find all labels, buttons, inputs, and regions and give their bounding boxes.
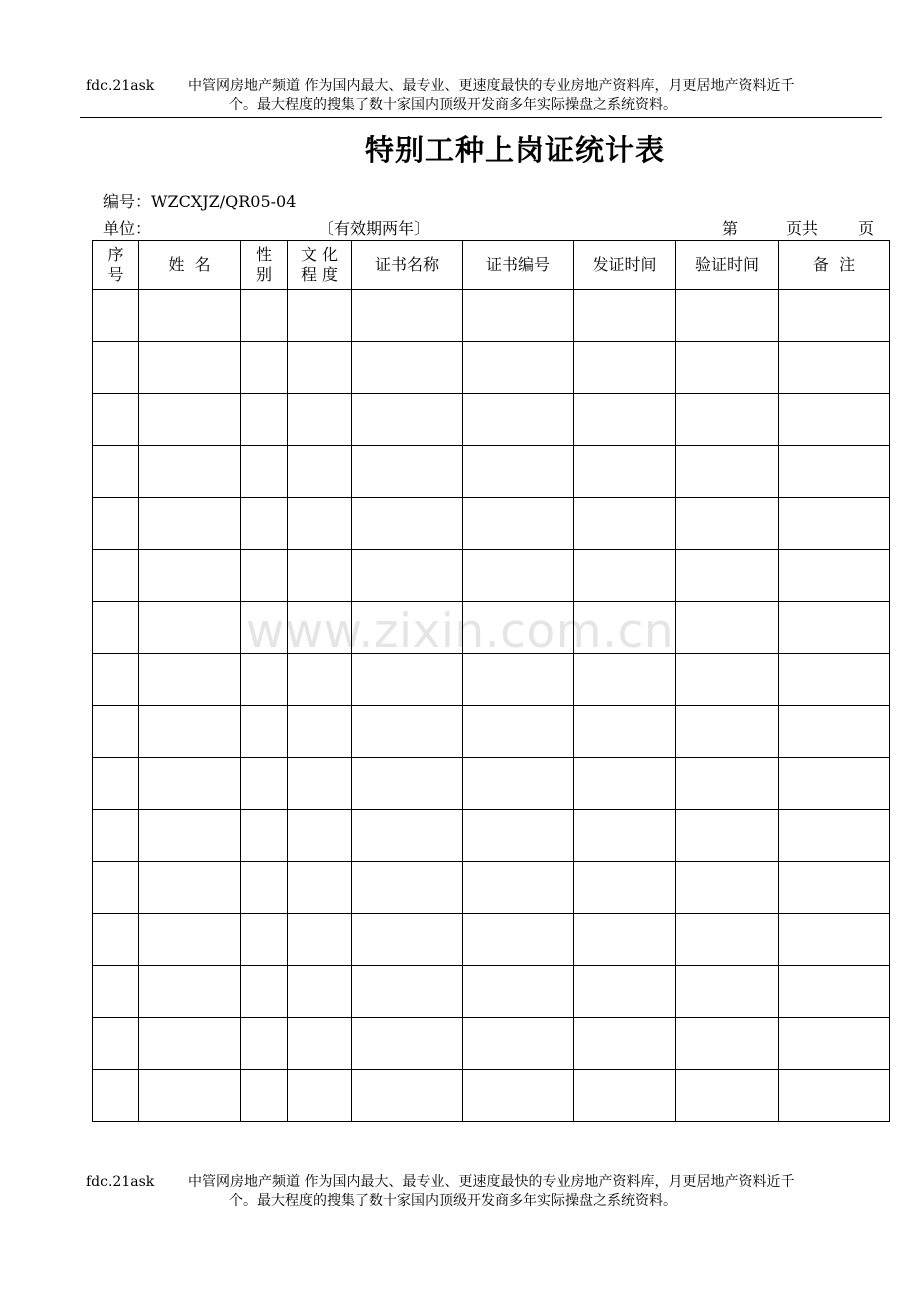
table-cell[interactable] bbox=[288, 1070, 352, 1122]
table-cell[interactable] bbox=[676, 498, 779, 550]
table-cell[interactable] bbox=[463, 706, 574, 758]
table-cell[interactable] bbox=[139, 654, 241, 706]
col-header-name: 姓 名 bbox=[139, 241, 241, 290]
table-cell[interactable] bbox=[779, 290, 890, 342]
unit-label: 单位： bbox=[103, 219, 152, 238]
table-cell[interactable] bbox=[676, 1070, 779, 1122]
table-cell[interactable] bbox=[139, 706, 241, 758]
table-cell[interactable] bbox=[93, 1018, 139, 1070]
table-cell[interactable] bbox=[93, 1070, 139, 1122]
table-cell[interactable] bbox=[352, 290, 463, 342]
table-row bbox=[93, 446, 890, 498]
table-cell[interactable] bbox=[676, 862, 779, 914]
table-cell[interactable] bbox=[463, 1018, 574, 1070]
table-cell[interactable] bbox=[241, 498, 288, 550]
table-cell[interactable] bbox=[288, 758, 352, 810]
table-cell[interactable] bbox=[241, 394, 288, 446]
table-cell[interactable] bbox=[93, 654, 139, 706]
table-cell[interactable] bbox=[574, 914, 676, 966]
table-cell[interactable] bbox=[463, 654, 574, 706]
table-cell[interactable] bbox=[676, 1018, 779, 1070]
table-cell[interactable] bbox=[779, 394, 890, 446]
col-header-verify-date: 验证时间 bbox=[676, 241, 779, 290]
table-cell[interactable] bbox=[241, 290, 288, 342]
table-row bbox=[93, 810, 890, 862]
table-cell[interactable] bbox=[574, 342, 676, 394]
table-cell[interactable] bbox=[463, 498, 574, 550]
table-cell[interactable] bbox=[241, 602, 288, 654]
page-header bbox=[86, 77, 882, 117]
table-row bbox=[93, 602, 890, 654]
table-cell[interactable] bbox=[288, 1018, 352, 1070]
table-row bbox=[93, 862, 890, 914]
table-cell[interactable] bbox=[93, 446, 139, 498]
table-cell[interactable] bbox=[463, 446, 574, 498]
col-header-issue-date: 发证时间 bbox=[574, 241, 676, 290]
table-cell[interactable] bbox=[463, 550, 574, 602]
table-row bbox=[93, 550, 890, 602]
table-cell[interactable] bbox=[288, 706, 352, 758]
table-cell[interactable] bbox=[288, 602, 352, 654]
table-cell[interactable] bbox=[574, 446, 676, 498]
page-no-ye-gong: 页共 bbox=[786, 219, 819, 238]
table-cell[interactable] bbox=[288, 654, 352, 706]
table-cell[interactable] bbox=[288, 966, 352, 1018]
col-header-gender: 性 别 bbox=[241, 241, 288, 290]
footer-site: fdc.21ask bbox=[86, 1174, 155, 1190]
table-cell[interactable] bbox=[139, 1018, 241, 1070]
table-cell[interactable] bbox=[352, 810, 463, 862]
table-cell[interactable] bbox=[93, 290, 139, 342]
table-cell[interactable] bbox=[574, 602, 676, 654]
watermark: www.zixin.com.cn bbox=[245, 604, 675, 659]
table-cell[interactable] bbox=[241, 706, 288, 758]
table-cell[interactable] bbox=[574, 654, 676, 706]
table-cell[interactable] bbox=[574, 498, 676, 550]
table-row bbox=[93, 706, 890, 758]
table-cell[interactable] bbox=[139, 498, 241, 550]
table-cell[interactable] bbox=[574, 810, 676, 862]
table-cell[interactable] bbox=[352, 498, 463, 550]
table-cell[interactable] bbox=[352, 446, 463, 498]
table-cell[interactable] bbox=[288, 290, 352, 342]
form-code: 编号：WZCXJZ/QR05-04 bbox=[103, 192, 297, 211]
header-divider bbox=[80, 117, 882, 118]
table-cell[interactable] bbox=[352, 862, 463, 914]
table-cell[interactable] bbox=[352, 1018, 463, 1070]
footer-text-line-1: 中管网房地产频道 作为国内最大、最专业、更速度最快的专业房地产资料库，月更居地产资料近千 bbox=[188, 1174, 795, 1190]
table-cell[interactable] bbox=[241, 1018, 288, 1070]
table-cell[interactable] bbox=[93, 550, 139, 602]
table-cell[interactable] bbox=[574, 758, 676, 810]
table-cell[interactable] bbox=[93, 862, 139, 914]
table-cell[interactable] bbox=[241, 758, 288, 810]
table-cell[interactable] bbox=[352, 654, 463, 706]
col-header-cert-name: 证书名称 bbox=[352, 241, 463, 290]
table-cell[interactable] bbox=[676, 550, 779, 602]
table-cell[interactable] bbox=[463, 758, 574, 810]
table-cell[interactable] bbox=[779, 1018, 890, 1070]
table-cell[interactable] bbox=[93, 914, 139, 966]
table-cell[interactable] bbox=[93, 758, 139, 810]
table-cell[interactable] bbox=[463, 342, 574, 394]
table-cell[interactable] bbox=[352, 550, 463, 602]
table-row bbox=[93, 342, 890, 394]
table-header-row bbox=[93, 241, 890, 290]
table-cell[interactable] bbox=[288, 550, 352, 602]
table-cell[interactable] bbox=[93, 966, 139, 1018]
table-cell[interactable] bbox=[241, 550, 288, 602]
table-cell[interactable] bbox=[463, 1070, 574, 1122]
table-cell[interactable] bbox=[241, 862, 288, 914]
table-row bbox=[93, 290, 890, 342]
table-cell[interactable] bbox=[676, 290, 779, 342]
table-row bbox=[93, 966, 890, 1018]
table-cell[interactable] bbox=[352, 394, 463, 446]
table-cell[interactable] bbox=[779, 914, 890, 966]
table-cell[interactable] bbox=[463, 810, 574, 862]
page-number bbox=[722, 216, 874, 239]
table-cell[interactable] bbox=[139, 290, 241, 342]
table-cell[interactable] bbox=[676, 810, 779, 862]
table-cell[interactable] bbox=[241, 654, 288, 706]
table-cell[interactable] bbox=[676, 602, 779, 654]
table-cell[interactable] bbox=[139, 446, 241, 498]
table-cell[interactable] bbox=[463, 966, 574, 1018]
table-cell[interactable] bbox=[676, 914, 779, 966]
col-header-seq: 序 号 bbox=[93, 241, 139, 290]
table-cell[interactable] bbox=[676, 446, 779, 498]
table-cell[interactable] bbox=[139, 342, 241, 394]
table-cell[interactable] bbox=[139, 602, 241, 654]
table-cell[interactable] bbox=[93, 706, 139, 758]
table-cell[interactable] bbox=[139, 862, 241, 914]
table-cell[interactable] bbox=[241, 810, 288, 862]
table-cell[interactable] bbox=[676, 654, 779, 706]
table-row bbox=[93, 914, 890, 966]
table-cell[interactable] bbox=[574, 706, 676, 758]
table-cell[interactable] bbox=[352, 914, 463, 966]
table-cell[interactable] bbox=[779, 446, 890, 498]
table-cell[interactable] bbox=[676, 706, 779, 758]
table-cell[interactable] bbox=[779, 966, 890, 1018]
table-cell[interactable] bbox=[779, 758, 890, 810]
table-cell[interactable] bbox=[574, 394, 676, 446]
footer-text-line-2: 个。最大程度的搜集了数十家国内顶级开发商多年实际操盘之系统资料。 bbox=[229, 1193, 677, 1209]
table-cell[interactable] bbox=[139, 758, 241, 810]
table-cell[interactable] bbox=[574, 550, 676, 602]
table-cell[interactable] bbox=[288, 394, 352, 446]
page-footer bbox=[86, 1173, 882, 1213]
validity-note: 〔有效期两年〕 bbox=[318, 219, 431, 238]
table-cell[interactable] bbox=[574, 1070, 676, 1122]
certificate-table bbox=[92, 240, 890, 1122]
header-text-line-2: 个。最大程度的搜集了数十家国内顶级开发商多年实际操盘之系统资料。 bbox=[229, 97, 677, 113]
table-cell[interactable] bbox=[288, 498, 352, 550]
table-cell[interactable] bbox=[139, 1070, 241, 1122]
table-cell[interactable] bbox=[93, 498, 139, 550]
table-cell[interactable] bbox=[676, 966, 779, 1018]
table-cell[interactable] bbox=[93, 602, 139, 654]
table-cell[interactable] bbox=[463, 290, 574, 342]
table-cell[interactable] bbox=[288, 914, 352, 966]
table-cell[interactable] bbox=[779, 654, 890, 706]
table-cell[interactable] bbox=[574, 290, 676, 342]
table-cell[interactable] bbox=[779, 810, 890, 862]
table-cell[interactable] bbox=[241, 966, 288, 1018]
col-header-cert-number: 证书编号 bbox=[463, 241, 574, 290]
table-cell[interactable] bbox=[352, 602, 463, 654]
table-cell[interactable] bbox=[139, 966, 241, 1018]
table-row bbox=[93, 758, 890, 810]
table-cell[interactable] bbox=[352, 966, 463, 1018]
table-cell[interactable] bbox=[139, 914, 241, 966]
table-cell[interactable] bbox=[93, 810, 139, 862]
table-cell[interactable] bbox=[241, 342, 288, 394]
table-cell[interactable] bbox=[779, 706, 890, 758]
table-cell[interactable] bbox=[241, 1070, 288, 1122]
table-cell[interactable] bbox=[676, 394, 779, 446]
document-title: 特别工种上岗证统计表 bbox=[364, 133, 665, 167]
table-cell[interactable] bbox=[779, 498, 890, 550]
table-cell[interactable] bbox=[779, 550, 890, 602]
table-row bbox=[93, 654, 890, 706]
table-cell[interactable] bbox=[352, 1070, 463, 1122]
table-cell[interactable] bbox=[779, 1070, 890, 1122]
table-cell[interactable] bbox=[93, 342, 139, 394]
page-no-ye: 页 bbox=[858, 219, 875, 238]
table-cell[interactable] bbox=[779, 342, 890, 394]
table-row bbox=[93, 498, 890, 550]
table-cell[interactable] bbox=[139, 550, 241, 602]
table-cell[interactable] bbox=[288, 342, 352, 394]
table-cell[interactable] bbox=[352, 758, 463, 810]
header-text-line-1: 中管网房地产频道 作为国内最大、最专业、更速度最快的专业房地产资料库，月更居地产资料近千 bbox=[188, 78, 795, 94]
table-cell[interactable] bbox=[463, 914, 574, 966]
table-row bbox=[93, 1018, 890, 1070]
table-cell[interactable] bbox=[779, 862, 890, 914]
table-cell[interactable] bbox=[574, 966, 676, 1018]
table-cell[interactable] bbox=[463, 394, 574, 446]
table-cell[interactable] bbox=[779, 602, 890, 654]
table-row bbox=[93, 394, 890, 446]
page-no-di: 第 bbox=[722, 219, 739, 238]
table-cell[interactable] bbox=[676, 342, 779, 394]
table-cell[interactable] bbox=[574, 862, 676, 914]
table-row bbox=[93, 1070, 890, 1122]
table-cell[interactable] bbox=[288, 446, 352, 498]
table-cell[interactable] bbox=[352, 706, 463, 758]
table-cell[interactable] bbox=[463, 862, 574, 914]
table-cell[interactable] bbox=[676, 758, 779, 810]
header-site: fdc.21ask bbox=[86, 78, 155, 94]
table-cell[interactable] bbox=[352, 342, 463, 394]
table-cell[interactable] bbox=[139, 810, 241, 862]
col-header-remarks: 备 注 bbox=[779, 241, 890, 290]
table-cell[interactable] bbox=[288, 862, 352, 914]
table-cell[interactable] bbox=[93, 394, 139, 446]
table-cell[interactable] bbox=[139, 394, 241, 446]
table-cell[interactable] bbox=[463, 602, 574, 654]
table-cell[interactable] bbox=[241, 914, 288, 966]
table-cell[interactable] bbox=[241, 446, 288, 498]
col-header-education: 文 化 程 度 bbox=[288, 241, 352, 290]
table-cell[interactable] bbox=[574, 1018, 676, 1070]
table-cell[interactable] bbox=[288, 810, 352, 862]
